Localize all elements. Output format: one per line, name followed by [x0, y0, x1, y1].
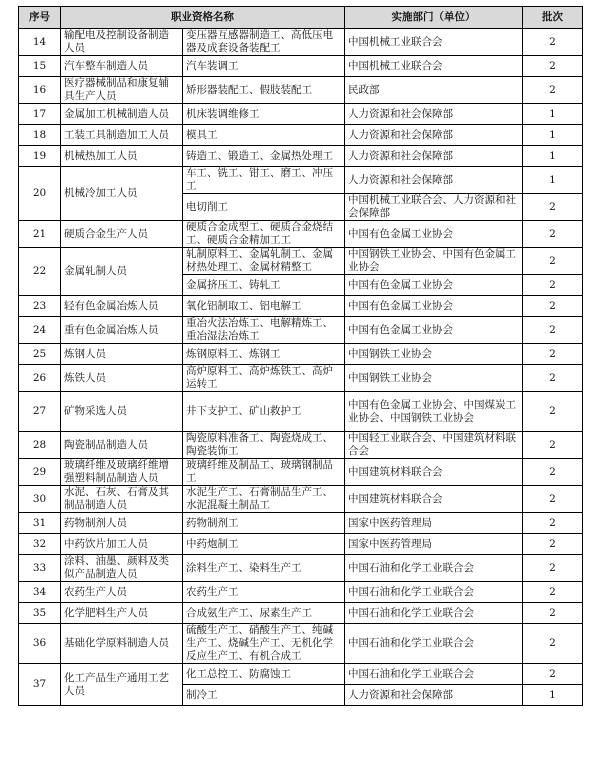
- row-number: 17: [19, 104, 61, 125]
- batch-number: 2: [523, 29, 583, 56]
- job-types: 模具工: [183, 125, 345, 146]
- batch-number: 1: [523, 685, 583, 706]
- row-number: 16: [19, 77, 61, 104]
- table-row: [19, 534, 583, 555]
- occupation-name: 硬质合金生产人员: [61, 221, 183, 248]
- job-types: 高炉原料工、高炉炼铁工、高炉运转工: [183, 365, 345, 392]
- job-types: 陶瓷原料准备工、陶瓷烧成工、陶瓷装饰工: [183, 432, 345, 459]
- job-types: 电切削工: [183, 194, 345, 221]
- job-types: 金属挤压工、铸轧工: [183, 275, 345, 296]
- occupation-name: 陶瓷制品制造人员: [61, 432, 183, 459]
- batch-number: 2: [523, 459, 583, 486]
- department: 人力资源和社会保障部: [345, 167, 523, 194]
- table-row: [19, 317, 583, 344]
- department: 中国有色金属工业协会: [345, 317, 523, 344]
- row-number: 18: [19, 125, 61, 146]
- department: 国家中医药管理局: [345, 534, 523, 555]
- row-number: 29: [19, 459, 61, 486]
- batch-number: 2: [523, 194, 583, 221]
- occupation-name: 中药饮片加工人员: [61, 534, 183, 555]
- job-types: 车工、铣工、钳工、磨工、冲压工: [183, 167, 345, 194]
- row-number: 31: [19, 513, 61, 534]
- department: 中国机械工业联合会、人力资源和社会保障部: [345, 194, 523, 221]
- occupation-name: 轻有色金属冶炼人员: [61, 296, 183, 317]
- batch-number: 2: [523, 534, 583, 555]
- row-number: 27: [19, 392, 61, 432]
- row-number: 37: [19, 664, 61, 706]
- batch-number: 2: [523, 432, 583, 459]
- occupation-name: 重有色金属冶炼人员: [61, 317, 183, 344]
- table-row: [19, 459, 583, 486]
- batch-number: 2: [523, 248, 583, 275]
- department: 中国钢铁工业协会: [345, 344, 523, 365]
- batch-number: 2: [523, 513, 583, 534]
- job-types: 硬质合金成型工、硬质合金烧结工、硬质合金精加工工: [183, 221, 345, 248]
- row-number: 15: [19, 56, 61, 77]
- row-number: 34: [19, 582, 61, 603]
- batch-number: 1: [523, 167, 583, 194]
- row-number: 14: [19, 29, 61, 56]
- batch-number: 2: [523, 221, 583, 248]
- job-types: 轧制原料工、金属轧制工、金属材热处理工、金属材精整工: [183, 248, 345, 275]
- department: 中国石油和化学工业联合会: [345, 582, 523, 603]
- job-types: 药物制剂工: [183, 513, 345, 534]
- department: 中国石油和化学工业联合会: [345, 624, 523, 664]
- batch-number: 2: [523, 486, 583, 513]
- batch-number: 1: [523, 146, 583, 167]
- table-row: [19, 29, 583, 56]
- batch-number: 2: [523, 275, 583, 296]
- department: 中国石油和化学工业联合会: [345, 603, 523, 624]
- batch-number: 2: [523, 603, 583, 624]
- occupation-name: 矿物采选人员: [61, 392, 183, 432]
- department: 中国有色金属工业协会: [345, 275, 523, 296]
- row-number: 33: [19, 555, 61, 582]
- table-row: [19, 486, 583, 513]
- occupation-name: 炼铁人员: [61, 365, 183, 392]
- row-number: 20: [19, 167, 61, 221]
- table-row: [19, 555, 583, 582]
- table-body: [19, 29, 583, 706]
- row-number: 36: [19, 624, 61, 664]
- table-row: [19, 365, 583, 392]
- table-row: [19, 603, 583, 624]
- job-types: 机床装调维修工: [183, 104, 345, 125]
- job-types: 井下支护工、矿山救护工: [183, 392, 345, 432]
- occupation-name: 水泥、石灰、石膏及其制品制造人员: [61, 486, 183, 513]
- table-row: [19, 582, 583, 603]
- table-row: [19, 344, 583, 365]
- job-types: 炼钢原料工、炼钢工: [183, 344, 345, 365]
- job-types: 制冷工: [183, 685, 345, 706]
- department: 中国建筑材料联合会: [345, 486, 523, 513]
- job-types: 重冶火法冶炼工、电解精炼工、重冶湿法冶炼工: [183, 317, 345, 344]
- department: 中国有色金属工业协会: [345, 296, 523, 317]
- batch-number: 2: [523, 664, 583, 685]
- department: 中国石油和化学工业联合会: [345, 555, 523, 582]
- header-dept: 实施部门（单位）: [345, 7, 523, 29]
- occupation-name: 化学肥料生产人员: [61, 603, 183, 624]
- occupation-name: 机械热加工人员: [61, 146, 183, 167]
- batch-number: 2: [523, 317, 583, 344]
- row-number: 22: [19, 248, 61, 296]
- occupation-name: 输配电及控制设备制造人员: [61, 29, 183, 56]
- department: 中国建筑材料联合会: [345, 459, 523, 486]
- occupation-name: 金属加工机械制造人员: [61, 104, 183, 125]
- job-types: 氧化铝制取工、铝电解工: [183, 296, 345, 317]
- department: 中国机械工业联合会: [345, 56, 523, 77]
- table-row: [19, 392, 583, 432]
- row-number: 19: [19, 146, 61, 167]
- occupation-name: 基础化学原料制造人员: [61, 624, 183, 664]
- occupation-name: 农药生产人员: [61, 582, 183, 603]
- table-row: [19, 221, 583, 248]
- row-number: 26: [19, 365, 61, 392]
- row-number: 32: [19, 534, 61, 555]
- table-row: [19, 432, 583, 459]
- batch-number: 2: [523, 296, 583, 317]
- job-types: 水泥生产工、石膏制品生产工、水泥混凝土制品工: [183, 486, 345, 513]
- occupation-name: 汽车整车制造人员: [61, 56, 183, 77]
- table-row: [19, 167, 583, 194]
- row-number: 23: [19, 296, 61, 317]
- department: 人力资源和社会保障部: [345, 104, 523, 125]
- department: 中国轻工业联合会、中国建筑材料联合会: [345, 432, 523, 459]
- occupation-name: 药物制剂人员: [61, 513, 183, 534]
- batch-number: 2: [523, 392, 583, 432]
- batch-number: 2: [523, 365, 583, 392]
- job-types: 合成氨生产工、尿素生产工: [183, 603, 345, 624]
- row-number: 35: [19, 603, 61, 624]
- batch-number: 2: [523, 77, 583, 104]
- job-types: 铸造工、锻造工、金属热处理工: [183, 146, 345, 167]
- job-types: 化工总控工、防腐蚀工: [183, 664, 345, 685]
- department: 中国有色金属工业协会: [345, 221, 523, 248]
- job-types: 矫形器装配工、假肢装配工: [183, 77, 345, 104]
- header-no: 序号: [19, 7, 61, 29]
- occupation-name: 医疗器械制品和康复辅具生产人员: [61, 77, 183, 104]
- row-number: 24: [19, 317, 61, 344]
- job-types: 中药炮制工: [183, 534, 345, 555]
- batch-number: 2: [523, 624, 583, 664]
- table-row: [19, 125, 583, 146]
- row-number: 25: [19, 344, 61, 365]
- batch-number: 2: [523, 56, 583, 77]
- occupation-name: 涂料、油墨、颜料及类似产品制造人员: [61, 555, 183, 582]
- batch-number: 2: [523, 555, 583, 582]
- header-batch: 批次: [523, 7, 583, 29]
- batch-number: 2: [523, 344, 583, 365]
- job-types: 汽车装调工: [183, 56, 345, 77]
- department: 中国机械工业联合会: [345, 29, 523, 56]
- batch-number: 1: [523, 125, 583, 146]
- department: 民政部: [345, 77, 523, 104]
- batch-number: 2: [523, 582, 583, 603]
- row-number: 30: [19, 486, 61, 513]
- occupation-name: 工装工具制造加工人员: [61, 125, 183, 146]
- qualification-table: [18, 6, 583, 706]
- department: 中国有色金属工业协会、中国煤炭工业协会、中国钢铁工业协会: [345, 392, 523, 432]
- table-header-row: [19, 7, 583, 29]
- job-types: 硫酸生产工、硝酸生产工、纯碱生产工、烧碱生产工、无机化学反应生产工、有机合成工: [183, 624, 345, 664]
- job-types: 玻璃纤维及制品工、玻璃钢制品工: [183, 459, 345, 486]
- row-number: 28: [19, 432, 61, 459]
- occupation-name: 玻璃纤维及玻璃纤维增强塑料制品制造人员: [61, 459, 183, 486]
- job-types: 涂料生产工、染料生产工: [183, 555, 345, 582]
- department: 国家中医药管理局: [345, 513, 523, 534]
- department: 中国钢铁工业协会: [345, 365, 523, 392]
- occupation-name: 化工产品生产通用工艺人员: [61, 664, 183, 706]
- table-row: [19, 146, 583, 167]
- header-name: 职业资格名称: [61, 7, 345, 29]
- department: 中国石油和化学工业联合会: [345, 664, 523, 685]
- table-row: [19, 77, 583, 104]
- table-row: [19, 56, 583, 77]
- table-row: [19, 513, 583, 534]
- department: 人力资源和社会保障部: [345, 146, 523, 167]
- job-types: 变压器互感器制造工、高低压电器及成套设备装配工: [183, 29, 345, 56]
- occupation-name: 炼钢人员: [61, 344, 183, 365]
- occupation-name: 机械冷加工人员: [61, 167, 183, 221]
- department: 中国钢铁工业协会、中国有色金属工业协会: [345, 248, 523, 275]
- department: 人力资源和社会保障部: [345, 125, 523, 146]
- occupation-name: 金属轧制人员: [61, 248, 183, 296]
- job-types: 农药生产工: [183, 582, 345, 603]
- batch-number: 1: [523, 104, 583, 125]
- table-row: [19, 624, 583, 664]
- table-row: [19, 664, 583, 685]
- table-row: [19, 248, 583, 275]
- department: 人力资源和社会保障部: [345, 685, 523, 706]
- table-row: [19, 296, 583, 317]
- row-number: 21: [19, 221, 61, 248]
- table-row: [19, 104, 583, 125]
